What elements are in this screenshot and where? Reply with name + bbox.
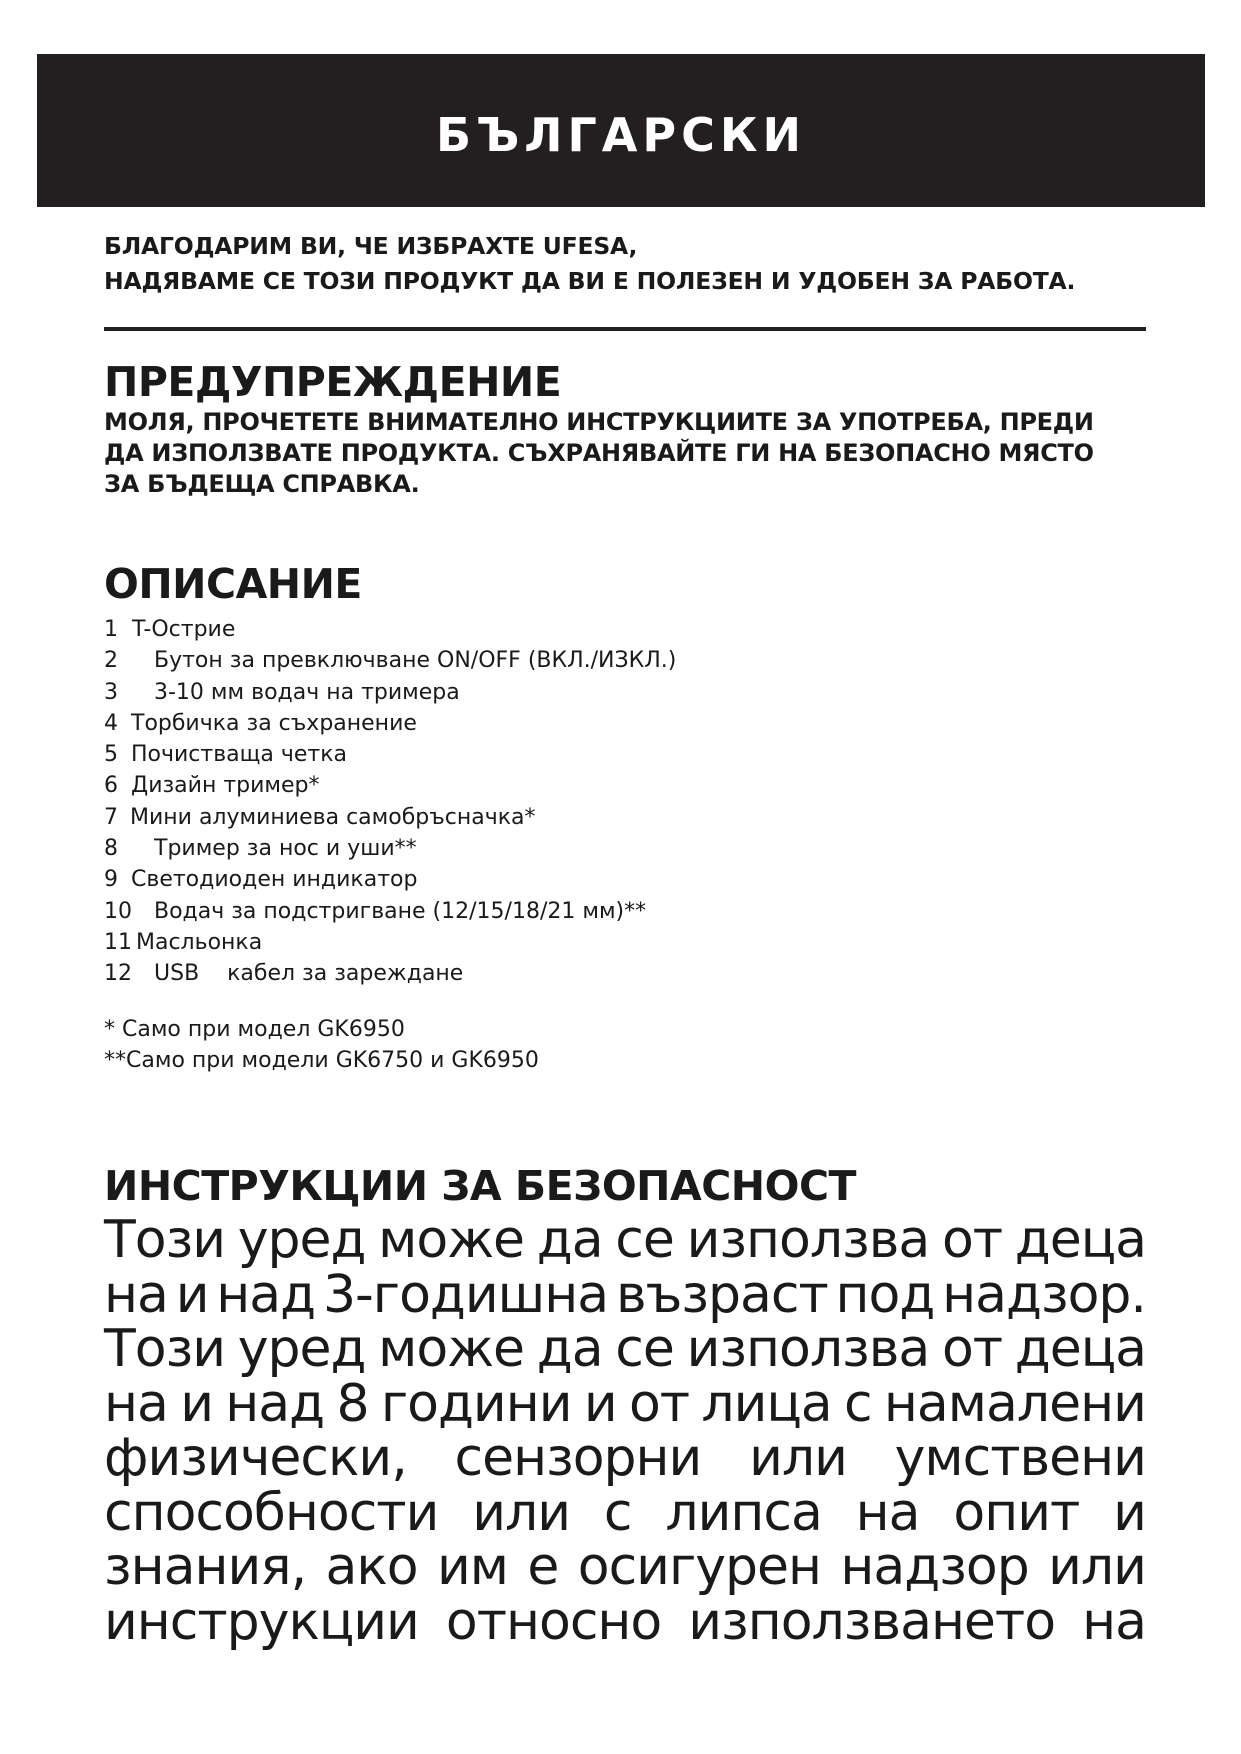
item-text: Почистваща четка xyxy=(131,742,347,768)
warning-line: ЗА БЪДЕЩА СПРАВКА. xyxy=(104,470,420,498)
list-item xyxy=(104,770,904,801)
item-number: 7 xyxy=(104,804,118,830)
item-text: Масльонка xyxy=(136,929,263,955)
list-item xyxy=(104,864,904,895)
list-item xyxy=(104,739,904,770)
thanks-message xyxy=(104,229,1164,299)
section-divider xyxy=(104,327,1146,331)
list-item xyxy=(104,833,904,864)
warning-line: МОЛЯ, ПРОЧЕТЕТЕ ВНИМАТЕЛНО ИНСТРУКЦИИТЕ ЗА УПОТРЕБА, ПРЕДИ xyxy=(104,408,1094,436)
item-text: 3-10 мм водач на тримера xyxy=(154,679,460,705)
item-text: Мини алуминиева самобръсначка* xyxy=(130,804,536,830)
parts-list xyxy=(104,614,904,990)
item-text: Тример за нос и уши** xyxy=(154,836,417,862)
safety-line: на и над 8 години и от лица с намалени xyxy=(104,1373,1146,1434)
item-number: 10 xyxy=(104,898,132,924)
safety-line: Този уред може да се използва от деца xyxy=(104,1210,1146,1270)
warning-text xyxy=(104,407,1154,500)
item-number: 11 xyxy=(104,929,132,955)
item-number: 12 xyxy=(104,961,132,987)
list-item xyxy=(104,896,904,927)
item-text: Водач за подстригване (12/15/18/21 мм)** xyxy=(154,898,647,924)
list-item xyxy=(104,927,904,958)
thanks-line-1: БЛАГОДАРИМ ВИ, ЧЕ ИЗБРАХТЕ UFESA, xyxy=(104,232,638,260)
safety-text xyxy=(104,1210,1146,1652)
safety-line: Този уред може да се използва от деца xyxy=(104,1319,1146,1379)
note-line: **Само при модели GK6750 и GK6950 xyxy=(104,1048,539,1073)
list-item xyxy=(104,677,904,708)
item-number: 6 xyxy=(104,773,118,799)
safety-line: инструкции относно използването на xyxy=(104,1591,1146,1652)
list-item xyxy=(104,802,904,833)
safety-line: способности или с липса на опит и xyxy=(104,1482,1146,1543)
item-number: 8 xyxy=(104,836,118,862)
list-item xyxy=(104,708,904,739)
list-item xyxy=(104,614,904,645)
language-title: БЪЛГАРСКИ xyxy=(436,107,806,162)
list-item xyxy=(104,958,904,989)
warning-line: ДА ИЗПОЛЗВАТЕ ПРОДУКТА. СЪХРАНЯВАЙТЕ ГИ НА БЕЗОПАСНО МЯСТО xyxy=(104,439,1094,467)
model-notes xyxy=(104,1014,539,1076)
item-number: 5 xyxy=(104,742,118,768)
item-number: 4 xyxy=(104,710,118,736)
safety-title: ИНСТРУКЦИИ ЗА БЕЗОПАСНОСТ xyxy=(104,1162,857,1210)
description-title: ОПИСАНИЕ xyxy=(104,560,362,608)
item-text: Светодиоден индикатор xyxy=(131,867,418,893)
item-text: USB кабел за зареждане xyxy=(154,961,464,987)
thanks-line-2: НАДЯВАМЕ СЕ ТОЗИ ПРОДУКТ ДА ВИ Е ПОЛЕЗЕН И УДОБЕН ЗА РАБОТА. xyxy=(104,267,1076,295)
safety-line: знания, ако им е осигурен надзор или xyxy=(104,1537,1146,1597)
item-number: 1 xyxy=(104,617,118,642)
note-line: * Само при модел GK6950 xyxy=(104,1017,405,1042)
safety-line: на и над 3-годишна възраст под надзор. xyxy=(104,1264,1146,1325)
item-number: 3 xyxy=(104,679,118,705)
item-text: Бутон за превключване ON/OFF (ВКЛ./ИЗКЛ.) xyxy=(154,648,677,674)
warning-title: ПРЕДУПРЕЖДЕНИЕ xyxy=(104,358,562,406)
item-number: 9 xyxy=(104,867,118,893)
item-text: T-Острие xyxy=(132,617,236,642)
item-text: Дизайн тример* xyxy=(131,773,320,799)
list-item xyxy=(104,645,904,676)
safety-line: физически, сензорни или умствени xyxy=(104,1428,1146,1488)
item-text: Торбичка за съхранение xyxy=(131,710,417,736)
language-header-band xyxy=(37,54,1205,207)
item-number: 2 xyxy=(104,648,118,674)
